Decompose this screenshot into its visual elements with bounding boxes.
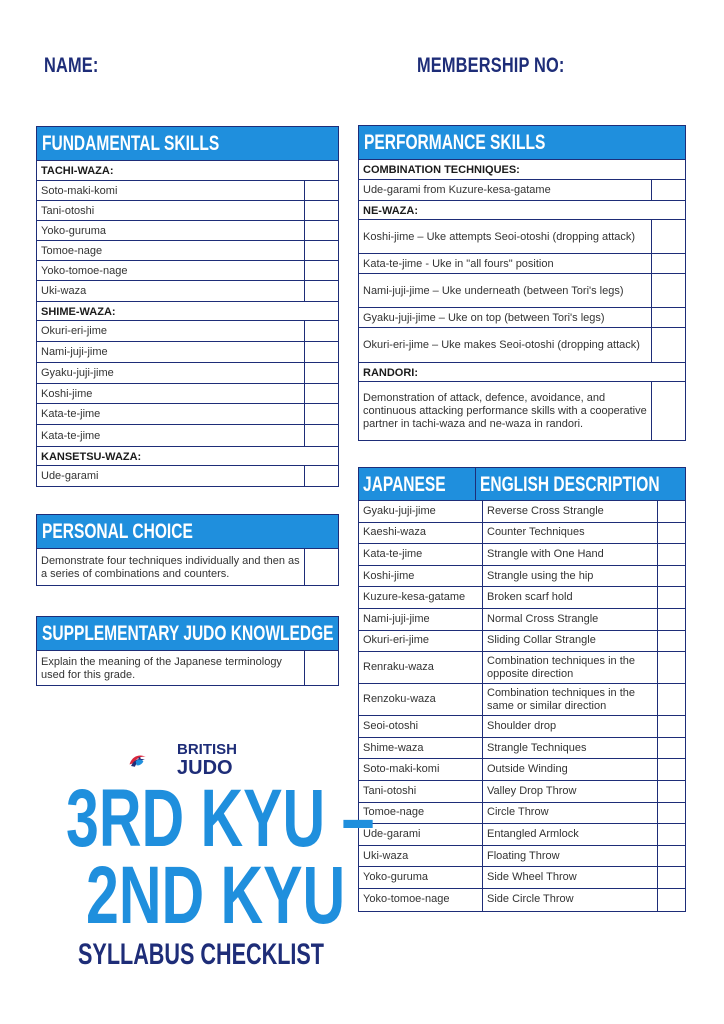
glossary-row bbox=[359, 544, 685, 566]
glossary-english-description: Shoulder drop bbox=[487, 719, 557, 732]
glossary-english-description: Strangle using the hip bbox=[487, 569, 594, 582]
checkbox[interactable] bbox=[304, 201, 338, 220]
english-column-header: ENGLISH DESCRIPTION bbox=[479, 473, 660, 496]
glossary-japanese-term: Uki-waza bbox=[359, 846, 483, 867]
glossary-row bbox=[359, 609, 685, 631]
title-line-2: 2ND KYU bbox=[86, 850, 346, 941]
randori-heading: RANDORI: bbox=[359, 362, 685, 382]
glossary-row bbox=[359, 587, 685, 609]
checklist-item-text: Soto-maki-komi bbox=[41, 184, 118, 197]
membership-label: MEMBERSHIP NO: bbox=[417, 54, 565, 77]
glossary-japanese-term: Soto-maki-komi bbox=[359, 759, 483, 780]
glossary-english-description: Outside Winding bbox=[487, 763, 568, 776]
checklist-item-text: Okuri-eri-jime bbox=[41, 325, 107, 337]
glossary-japanese-term: Gyaku-juji-jime bbox=[359, 501, 483, 522]
fundamental-skills-title: FUNDAMENTAL SKILLS bbox=[37, 127, 338, 161]
checklist-item-text: Kata-te-jime bbox=[41, 429, 101, 442]
checkbox[interactable] bbox=[657, 803, 685, 824]
checkbox[interactable] bbox=[651, 382, 685, 440]
checkbox[interactable] bbox=[657, 544, 685, 565]
checklist-item-text: Kata-te-jime - Uke in "all fours" position bbox=[363, 257, 554, 270]
checkbox[interactable] bbox=[657, 587, 685, 608]
checkbox[interactable] bbox=[657, 846, 685, 867]
checklist-item-text: Demonstration of attack, defence, avoidance, and continuous attacking performance skills with a cooperative partner in tachi-waza and ne-waza in randori. bbox=[363, 392, 647, 430]
glossary-english-description: Circle Throw bbox=[487, 806, 549, 819]
checkbox[interactable] bbox=[657, 652, 685, 683]
checklist-row bbox=[359, 382, 685, 440]
checklist-row bbox=[37, 404, 338, 425]
title-line-1: 3RD KYU – bbox=[66, 773, 375, 864]
checkbox[interactable] bbox=[304, 466, 338, 486]
glossary-japanese-term: Yoko-tomoe-nage bbox=[359, 889, 483, 911]
checklist-row bbox=[359, 308, 685, 328]
glossary-english-description: Valley Drop Throw bbox=[487, 784, 577, 797]
glossary-english-description: Side Circle Throw bbox=[487, 893, 574, 906]
checklist-item-text: Koshi-jime – Uke attempts Seoi-otoshi (dropping attack) bbox=[363, 230, 636, 243]
checklist-item-text: Koshi-jime bbox=[41, 387, 93, 400]
glossary-japanese-term: Nami-juji-jime bbox=[359, 609, 483, 630]
checklist-row bbox=[37, 321, 338, 342]
glossary-japanese-term: Shime-waza bbox=[359, 738, 483, 759]
glossary-english-description: Sliding Collar Strangle bbox=[487, 634, 596, 647]
glossary-japanese-term: Yoko-guruma bbox=[359, 867, 483, 888]
checklist-item-text: Okuri-eri-jime – Uke makes Seoi-otoshi (dropping attack) bbox=[363, 339, 640, 351]
glossary-english-description: Floating Throw bbox=[487, 849, 560, 862]
glossary-row bbox=[359, 501, 685, 523]
checklist-row bbox=[37, 384, 338, 404]
glossary-japanese-term: Tomoe-nage bbox=[359, 803, 483, 824]
checklist-item-text: Ude-garami bbox=[41, 470, 99, 482]
checkbox[interactable] bbox=[657, 889, 685, 911]
combination-techniques-heading: COMBINATION TECHNIQUES: bbox=[359, 160, 685, 180]
checkbox[interactable] bbox=[304, 342, 338, 362]
glossary-english-description: Normal Cross Strangle bbox=[487, 612, 599, 625]
checkbox[interactable] bbox=[304, 321, 338, 341]
supplementary-knowledge-text: Explain the meaning of the Japanese terminology used for this grade. bbox=[41, 655, 282, 681]
glossary-row bbox=[359, 867, 685, 889]
tachi-waza-list bbox=[37, 181, 338, 301]
checkbox[interactable] bbox=[304, 651, 338, 685]
supplementary-knowledge-table bbox=[36, 616, 339, 686]
checklist-item-text: Gyaku-juji-jime bbox=[41, 367, 114, 379]
checklist-item-text: Tomoe-nage bbox=[41, 244, 103, 257]
glossary-row bbox=[359, 631, 685, 653]
glossary-english-description: Combination techniques in the same or similar direction bbox=[487, 686, 635, 712]
checklist-row bbox=[37, 281, 338, 301]
glossary-japanese-term: Kata-te-jime bbox=[359, 544, 483, 565]
performance-skills-table bbox=[358, 125, 686, 441]
checklist-row bbox=[37, 181, 338, 201]
glossary-english-description: Side Wheel Throw bbox=[487, 871, 577, 884]
glossary-japanese-term: Koshi-jime bbox=[359, 566, 483, 587]
personal-choice-table bbox=[36, 514, 339, 586]
checkbox[interactable] bbox=[304, 261, 338, 280]
checkbox[interactable] bbox=[651, 328, 685, 362]
glossary-english-description: Broken scarf hold bbox=[487, 591, 573, 604]
logo-line-1: BRITISH bbox=[177, 741, 237, 758]
performance-skills-title: PERFORMANCE SKILLS bbox=[359, 126, 685, 160]
checklist-item-text: Yoko-tomoe-nage bbox=[41, 264, 128, 277]
glossary-row bbox=[359, 781, 685, 803]
glossary-japanese-term: Seoi-otoshi bbox=[359, 716, 483, 737]
glossary-row bbox=[359, 566, 685, 588]
checkbox[interactable] bbox=[657, 867, 685, 888]
checklist-row bbox=[359, 274, 685, 308]
glossary-row bbox=[359, 684, 685, 716]
checklist-item-text: Nami-juji-jime bbox=[41, 346, 108, 358]
checklist-item-text: Uki-waza bbox=[41, 285, 87, 297]
glossary-row bbox=[359, 738, 685, 760]
fundamental-skills-table bbox=[36, 126, 339, 487]
checklist-row bbox=[37, 342, 338, 363]
checkbox[interactable] bbox=[651, 180, 685, 200]
logo-line-2: JUDO bbox=[177, 757, 233, 779]
checklist-item-text: Yoko-guruma bbox=[41, 224, 107, 237]
glossary-row bbox=[359, 846, 685, 868]
personal-choice-row bbox=[37, 549, 338, 585]
checkbox[interactable] bbox=[304, 425, 338, 446]
checkbox[interactable] bbox=[304, 241, 338, 260]
checkbox[interactable] bbox=[657, 738, 685, 759]
checkbox[interactable] bbox=[657, 684, 685, 715]
glossary-row bbox=[359, 523, 685, 545]
syllabus-subtitle: SYLLABUS CHECKLIST bbox=[78, 938, 325, 971]
glossary-japanese-term: Kaeshi-waza bbox=[359, 523, 483, 544]
checkbox[interactable] bbox=[657, 566, 685, 587]
glossary-japanese-term: Renzoku-waza bbox=[359, 684, 483, 715]
checklist-row bbox=[37, 221, 338, 241]
personal-choice-text: Demonstrate four techniques individually and then as a series of combinations and counters. bbox=[41, 554, 300, 580]
checkbox[interactable] bbox=[304, 404, 338, 424]
checkbox[interactable] bbox=[657, 631, 685, 652]
checklist-item-text: Tani-otoshi bbox=[41, 204, 95, 217]
glossary-japanese-term: Renraku-waza bbox=[359, 652, 483, 683]
checkbox[interactable] bbox=[651, 308, 685, 327]
checklist-row bbox=[37, 363, 338, 384]
glossary-row bbox=[359, 824, 685, 846]
tachi-waza-heading: TACHI-WAZA: bbox=[37, 161, 338, 181]
checklist-item-text: Ude-garami from Kuzure-kesa-gatame bbox=[363, 184, 551, 196]
checklist-row bbox=[359, 180, 685, 200]
glossary-row bbox=[359, 716, 685, 738]
shime-waza-heading: SHIME-WAZA: bbox=[37, 301, 338, 321]
checkbox[interactable] bbox=[657, 716, 685, 737]
checkbox[interactable] bbox=[657, 781, 685, 802]
checkbox[interactable] bbox=[651, 254, 685, 273]
checkbox[interactable] bbox=[304, 549, 338, 585]
checklist-row bbox=[37, 241, 338, 261]
glossary-row bbox=[359, 652, 685, 684]
checklist-row bbox=[37, 261, 338, 281]
checkbox[interactable] bbox=[304, 221, 338, 240]
checklist-row bbox=[37, 466, 338, 486]
checklist-item-text: Gyaku-juji-jime – Uke on top (between Tori's legs) bbox=[363, 311, 605, 324]
kansetsu-waza-list bbox=[37, 466, 338, 486]
supplementary-knowledge-title: SUPPLEMENTARY JUDO KNOWLEDGE bbox=[37, 617, 338, 651]
checkbox[interactable] bbox=[657, 759, 685, 780]
supplementary-knowledge-row bbox=[37, 651, 338, 685]
glossary-header bbox=[359, 468, 685, 501]
glossary-rows bbox=[359, 501, 685, 911]
checkbox[interactable] bbox=[304, 181, 338, 200]
checklist-item-text: Nami-juji-jime – Uke underneath (between Tori's legs) bbox=[363, 284, 624, 297]
checkbox[interactable] bbox=[304, 363, 338, 383]
glossary-english-description: Counter Techniques bbox=[487, 526, 585, 539]
glossary-table bbox=[358, 467, 686, 912]
ne-waza-list bbox=[359, 220, 685, 362]
checkbox[interactable] bbox=[304, 384, 338, 403]
checklist-row bbox=[37, 425, 338, 446]
personal-choice-title: PERSONAL CHOICE bbox=[37, 515, 338, 549]
glossary-japanese-term: Kuzure-kesa-gatame bbox=[359, 587, 483, 608]
glossary-japanese-term: Okuri-eri-jime bbox=[359, 631, 483, 652]
checkbox[interactable] bbox=[304, 281, 338, 301]
checklist-item-text: Kata-te-jime bbox=[41, 408, 101, 420]
kansetsu-waza-heading: KANSETSU-WAZA: bbox=[37, 446, 338, 466]
checklist-row bbox=[359, 220, 685, 254]
glossary-english-description: Strangle with One Hand bbox=[487, 547, 604, 560]
checklist-row bbox=[359, 328, 685, 362]
checkbox[interactable] bbox=[657, 824, 685, 845]
checkbox[interactable] bbox=[651, 220, 685, 253]
checkbox[interactable] bbox=[657, 501, 685, 522]
shime-waza-list bbox=[37, 321, 338, 446]
combination-list bbox=[359, 180, 685, 200]
randori-list bbox=[359, 382, 685, 440]
glossary-english-description: Reverse Cross Strangle bbox=[487, 504, 604, 517]
glossary-english-description: Combination techniques in the opposite direction bbox=[487, 654, 635, 680]
checklist-row bbox=[359, 254, 685, 274]
glossary-japanese-term: Tani-otoshi bbox=[359, 781, 483, 802]
glossary-english-description: Strangle Techniques bbox=[487, 741, 587, 754]
checkbox[interactable] bbox=[657, 609, 685, 630]
glossary-japanese-term: Ude-garami bbox=[359, 824, 483, 845]
checklist-row bbox=[37, 201, 338, 221]
glossary-english-description: Entangled Armlock bbox=[487, 827, 579, 840]
japanese-column-header: JAPANESE bbox=[359, 468, 476, 500]
checkbox[interactable] bbox=[657, 523, 685, 544]
name-label: NAME: bbox=[44, 54, 99, 77]
ne-waza-heading: NE-WAZA: bbox=[359, 200, 685, 220]
checkbox[interactable] bbox=[651, 274, 685, 307]
glossary-row bbox=[359, 803, 685, 825]
glossary-row bbox=[359, 759, 685, 781]
glossary-row bbox=[359, 889, 685, 911]
